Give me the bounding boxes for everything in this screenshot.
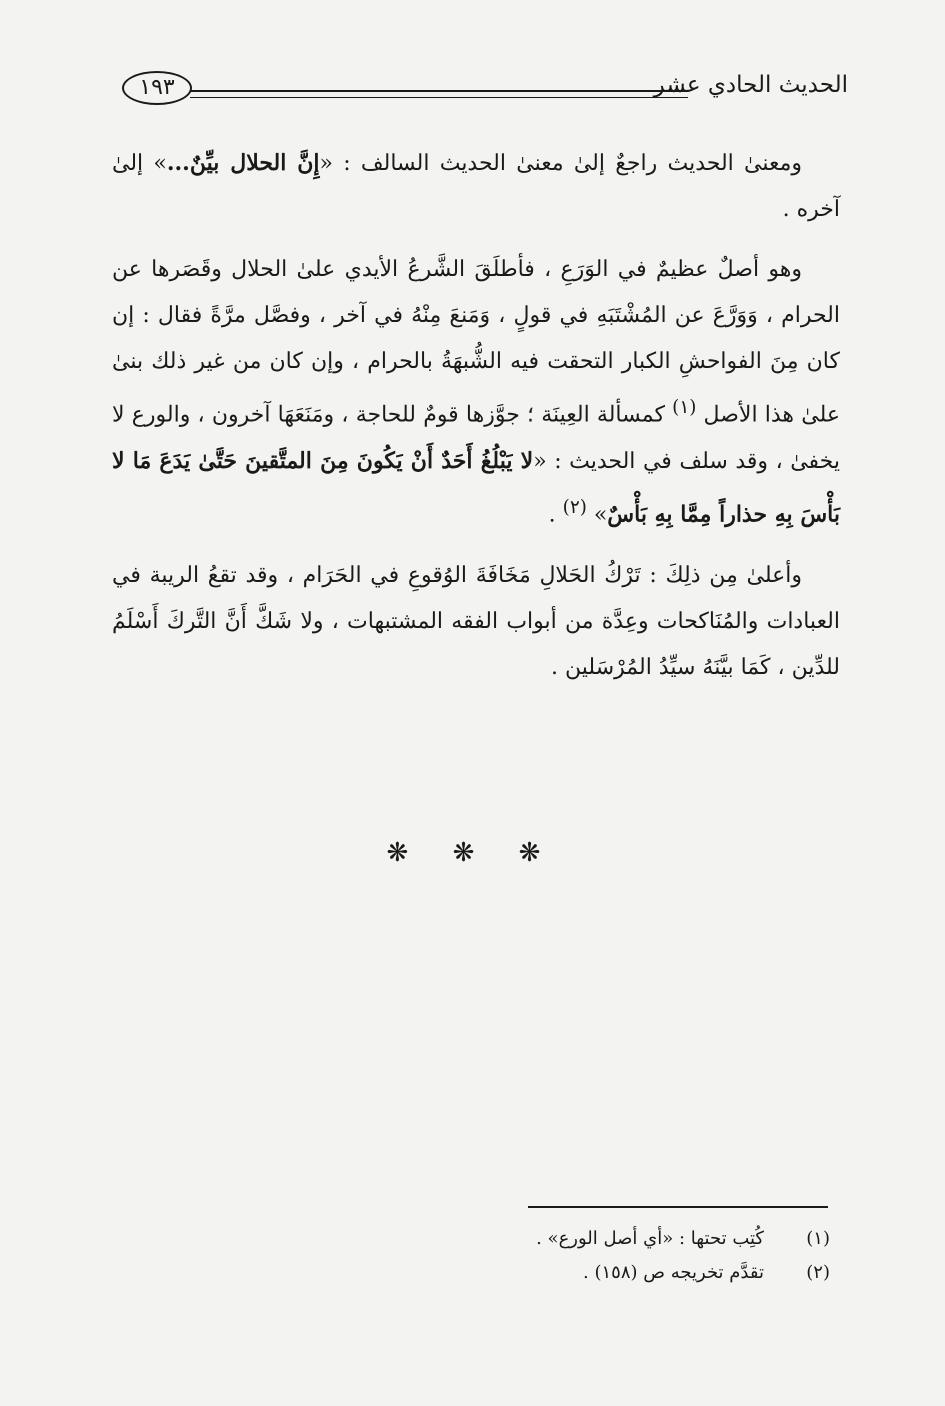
- paragraph-1: [112, 140, 840, 233]
- paragraph-2: [112, 247, 840, 539]
- text-run: » إلىٰ آخره .: [112, 151, 840, 222]
- header-rule: [190, 90, 688, 98]
- running-title: الحديث الحادي عشر: [653, 72, 848, 98]
- page-header: [118, 68, 848, 112]
- footnote-2: [420, 1256, 830, 1290]
- footnote-number: (١): [806, 1228, 830, 1249]
- paragraph-3: [112, 553, 840, 691]
- footnote-text: تقدَّم تخريجه ص (١٥٨) .: [583, 1262, 764, 1283]
- hadith-quote: إِنَّ الحلال بيِّنٌ...: [166, 150, 320, 176]
- text-run: .: [548, 502, 563, 528]
- footnote-text: كُتِب تحتها : «أي أصل الورع» .: [536, 1228, 764, 1249]
- hadith-quote: لا يَبْلُغُ أَحَدٌ أَنْ يَكُونَ مِنَ المتَّقينَ حَتَّىٰ يَدَعَ مَا لا بَأْسَ بِهِ حذاراً مِمَّا بِهِ بَأْسٌ: [112, 448, 840, 528]
- text-run: »: [586, 502, 608, 528]
- text-run: كمسألة العِينَة ؛ جوَّزها قومٌ للحاجة ، ومَنَعَهَا آخرون ، والورع لا يخفىٰ ، وقد سلف في الحديث : «: [112, 402, 840, 475]
- text-run: ومعنىٰ الحديث راجعٌ إلىٰ معنىٰ الحديث السالف : «: [319, 151, 803, 176]
- footnote-ref-2: (٢): [562, 497, 587, 519]
- footnotes: [420, 1222, 830, 1290]
- text-run: وهو أصلٌ عظيمٌ في الوَرَعِ ، فأطلَقَ الشَّرعُ الأيدي علىٰ الحلال وقَصَرها عن الحرام ، وَوَرَّعَ عن المُشْتَبَهِ في قولٍ ، وَمَنعَ مِنْهُ في آخر ، وفصَّل مرَّةً فقال : إن كان مِنَ الفواحشِ الكبار التحقت فيه الشُّبهَةُ بالحرام ، وإن كان من غير ذلك بنىٰ علىٰ هذا الأصل: [112, 257, 840, 428]
- footnote-1: [420, 1222, 830, 1256]
- footnote-number: (٢): [806, 1262, 830, 1283]
- footnote-ref-1: (١): [672, 397, 697, 418]
- page-number: ١٩٣: [122, 71, 192, 105]
- section-separator: ❋ ❋ ❋: [386, 838, 559, 868]
- footnote-rule: [528, 1206, 828, 1208]
- text-run: وأعلىٰ مِن ذلِكَ : تَرْكُ الحَلالِ مَخَافَةَ الوُقوعِ في الحَرَام ، وقد تقعُ الريبة في العبادات والمُنَاكحات وعِدَّة من أبواب الفقه المشتبهات ، ولا شَكَّ أَنَّ التَّركَ أَسْلَمُ للدِّين ، كَمَا بيَّنَهُ سيِّدُ المُرْسَلين .: [112, 562, 840, 680]
- main-text: [112, 140, 840, 705]
